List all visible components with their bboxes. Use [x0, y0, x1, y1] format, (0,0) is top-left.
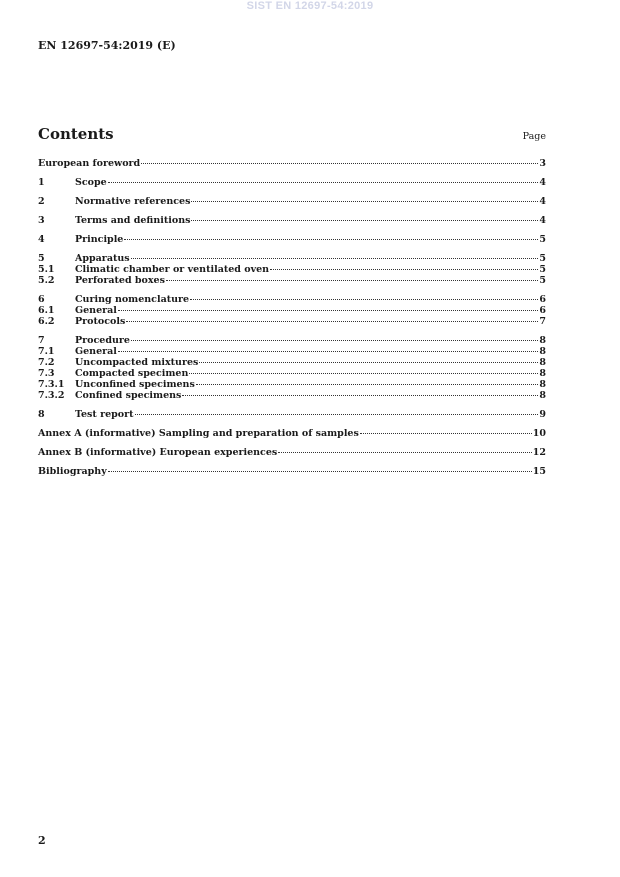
toc-entry[interactable]	[38, 357, 546, 368]
toc-dot-leader	[118, 350, 538, 352]
toc-entry-number: 7	[38, 335, 45, 346]
toc-entry-title: Perforated boxes	[75, 275, 165, 286]
toc-entry-page: 7	[539, 316, 546, 327]
toc-entry[interactable]	[38, 466, 546, 477]
toc-dot-leader	[131, 257, 539, 259]
toc-entry-page: 12	[532, 447, 546, 458]
toc-entry-number: 1	[38, 177, 45, 188]
toc-entry-page: 9	[539, 409, 546, 420]
toc-entry-title: Protocols	[75, 316, 126, 327]
toc-dot-leader	[189, 372, 538, 374]
toc-entry[interactable]	[38, 177, 546, 188]
toc-entry-page: 8	[539, 379, 546, 390]
toc-entry[interactable]	[38, 253, 546, 264]
toc-entry-page: 15	[532, 466, 546, 477]
toc-dot-leader	[199, 361, 538, 363]
toc-entry-title: Curing nomenclature	[75, 294, 190, 305]
toc-entry[interactable]	[38, 294, 546, 305]
toc-entry-number: 4	[38, 234, 45, 245]
toc-entry[interactable]	[38, 264, 546, 275]
toc-entry-number: 5.1	[38, 264, 55, 275]
toc-entry-title: Normative references	[75, 196, 191, 207]
toc-dot-leader	[191, 219, 538, 221]
toc-entry-page: 4	[539, 196, 546, 207]
toc-entry[interactable]	[38, 275, 546, 286]
toc-dot-leader	[190, 298, 538, 300]
toc-entry-number: 7.2	[38, 357, 55, 368]
toc-entry-page: 5	[539, 234, 546, 245]
toc-entry-page: 5	[539, 275, 546, 286]
toc-entry-number: 6	[38, 294, 45, 305]
toc-dot-leader	[270, 268, 538, 270]
toc-dot-leader	[131, 339, 538, 341]
toc-entry-page: 8	[539, 357, 546, 368]
toc-entry-page: 5	[539, 253, 546, 264]
toc-dot-leader	[141, 162, 538, 164]
toc-dot-leader	[278, 451, 532, 453]
toc-entry-number: 5.2	[38, 275, 55, 286]
toc-entry[interactable]	[38, 428, 546, 439]
toc-entry[interactable]	[38, 335, 546, 346]
contents-title: Contents	[38, 125, 114, 143]
toc-entry-title: Compacted specimen	[75, 368, 189, 379]
toc-entry-number: 8	[38, 409, 45, 420]
toc-dot-leader	[126, 320, 538, 322]
toc-entry-page: 8	[539, 390, 546, 401]
toc-entry[interactable]	[38, 379, 546, 390]
toc-entry[interactable]	[38, 409, 546, 420]
toc-entry[interactable]	[38, 447, 546, 458]
toc-entry-title: Terms and definitions	[75, 215, 191, 226]
toc-entry-page: 6	[539, 294, 546, 305]
page-number: 2	[38, 834, 46, 847]
toc-entry-title: Test report	[75, 409, 134, 420]
toc-entry-title: Annex B (informative) European experiences	[38, 447, 278, 458]
toc-entry-number: 7.1	[38, 346, 55, 357]
toc-entry-number: 5	[38, 253, 45, 264]
toc-entry[interactable]	[38, 346, 546, 357]
toc-entry-page: 8	[539, 368, 546, 379]
contents-header	[38, 125, 546, 143]
toc-entry[interactable]	[38, 234, 546, 245]
toc-entry-page: 10	[532, 428, 546, 439]
toc-entry[interactable]	[38, 215, 546, 226]
toc-entry-title: Procedure	[75, 335, 130, 346]
toc-entry-title: European foreword	[38, 158, 141, 169]
toc-dot-leader	[191, 200, 538, 202]
toc-entry-number: 7.3.1	[38, 379, 65, 390]
toc-entry-title: General	[75, 346, 117, 357]
toc-entry-page: 5	[539, 264, 546, 275]
toc-entry-number: 6.1	[38, 305, 55, 316]
toc-dot-leader	[182, 394, 538, 396]
toc-entry-title: Bibliography	[38, 466, 107, 477]
toc-entry-title: General	[75, 305, 117, 316]
toc-entry[interactable]	[38, 158, 546, 169]
toc-dot-leader	[135, 413, 539, 415]
toc-entry-title: Scope	[75, 177, 107, 188]
toc-entry-title: Apparatus	[75, 253, 130, 264]
toc-entry[interactable]	[38, 305, 546, 316]
toc-entry-title: Annex A (informative) Sampling and preparation of samples	[38, 428, 359, 439]
toc-entry-number: 6.2	[38, 316, 55, 327]
toc-entry-title: Climatic chamber or ventilated oven	[75, 264, 270, 275]
toc-entry-title: Uncompacted mixtures	[75, 357, 199, 368]
watermark: SIST EN 12697-54:2019	[246, 0, 374, 12]
toc-entry-number: 7.3.2	[38, 390, 65, 401]
document-id: EN 12697-54:2019 (E)	[38, 39, 176, 52]
toc-entry[interactable]	[38, 390, 546, 401]
toc-entry-title: Unconfined specimens	[75, 379, 195, 390]
toc-dot-leader	[360, 432, 532, 434]
toc-entry-number: 3	[38, 215, 45, 226]
toc-entry[interactable]	[38, 368, 546, 379]
toc-entry-title: Confined specimens	[75, 390, 182, 401]
toc-entry-page: 3	[539, 158, 546, 169]
toc-dot-leader	[166, 279, 538, 281]
toc-entry-title: Principle	[75, 234, 124, 245]
toc-entry[interactable]	[38, 316, 546, 327]
toc-entry-number: 2	[38, 196, 45, 207]
toc-dot-leader	[108, 181, 539, 183]
page-column-label: Page	[522, 131, 546, 142]
table-of-contents	[38, 158, 546, 477]
toc-dot-leader	[108, 470, 532, 472]
toc-entry-number: 7.3	[38, 368, 55, 379]
toc-entry-page: 8	[539, 335, 546, 346]
toc-entry-page: 6	[539, 305, 546, 316]
toc-dot-leader	[124, 238, 538, 240]
toc-dot-leader	[118, 309, 538, 311]
toc-entry[interactable]	[38, 196, 546, 207]
toc-entry-page: 4	[539, 215, 546, 226]
toc-entry-page: 8	[539, 346, 546, 357]
toc-entry-page: 4	[539, 177, 546, 188]
toc-dot-leader	[196, 383, 539, 385]
